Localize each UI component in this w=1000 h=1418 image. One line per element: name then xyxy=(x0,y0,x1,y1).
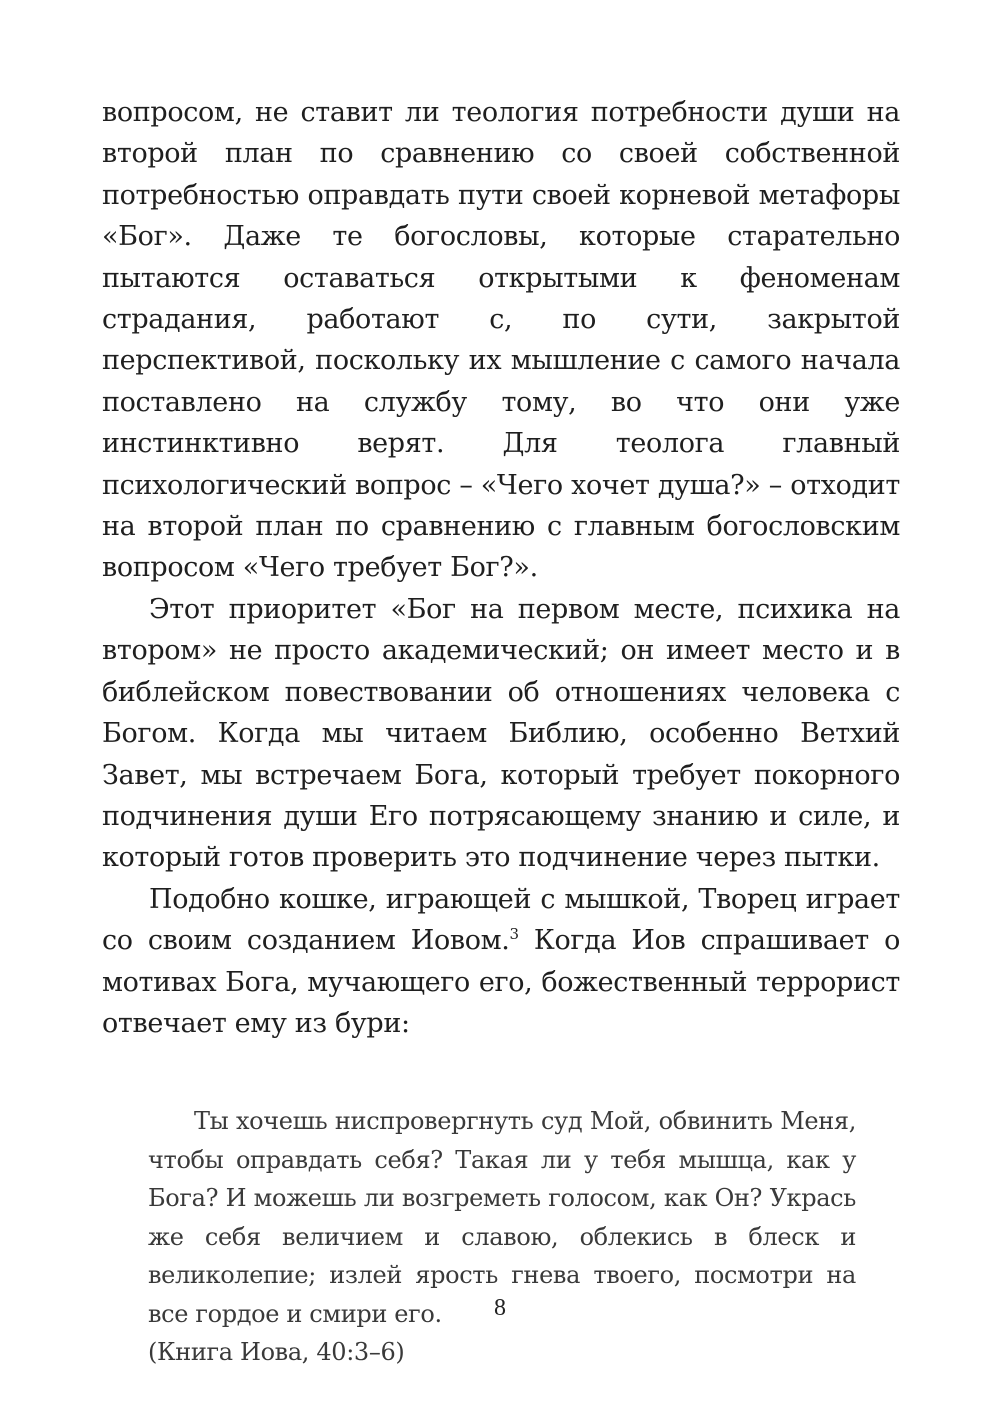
footnote-marker[interactable]: 3 xyxy=(509,925,519,944)
paragraph-3-text-before-note: Подобно кошке, играющей с мышкой, Творец играет со своим созданием Иовом. xyxy=(102,883,900,957)
quote-citation: (Книга Иова, 40:3–6) xyxy=(148,1338,405,1367)
page-number: 8 xyxy=(494,1295,506,1321)
block-quote xyxy=(148,1102,856,1372)
paragraph-2: Этот приоритет «Бог на первом месте, психика на втором» не просто академический; он имеет место и в библейском повествовании об отношениях человека с Богом. Когда мы читаем Библию, особенно Ветхий Завет, мы встречаем Бога, который требует покорного подчинения души Его потрясающему знанию и силе, и который готов проверить это подчинение через пытки. xyxy=(102,593,900,874)
page-body xyxy=(102,92,900,1372)
quote-body: Ты хочешь ниспровергнуть суд Мой, обвинить Меня, чтобы оправдать себя? Такая ли у тебя мышца, как у Бога? И можешь ли возгреметь голосом, как Он? Укрась же себя величием и славою, облекись в блеск и великолепие; излей ярость гнева твоего, посмотри на все гордое и смири его. xyxy=(148,1107,856,1328)
paragraph-3-text-after-note: Когда Иов спрашивает о мотивах Бога, мучающего его, божественный террорист отвечает ему из бури: xyxy=(102,925,900,1039)
quote-text xyxy=(148,1102,856,1372)
paragraph-3 xyxy=(102,879,900,1045)
paragraph-1: вопросом, не ставит ли теология потребности души на второй план по сравнению со своей собственной потребностью оправдать пути своей корневой метафоры «Бог». Даже те богословы, которые старательно пытаются оставаться открытыми к феноменам страдания, работают с, по сути, закрытой перспективой, поскольку их мышление с самого начала поставлено на службу тому, во что они уже инстинктивно верят. Для теолога главный психологический вопрос – «Чего хочет душа?» – отходит на второй план по сравнению с главным богословским вопросом «Чего требует Бог?». xyxy=(102,97,900,584)
